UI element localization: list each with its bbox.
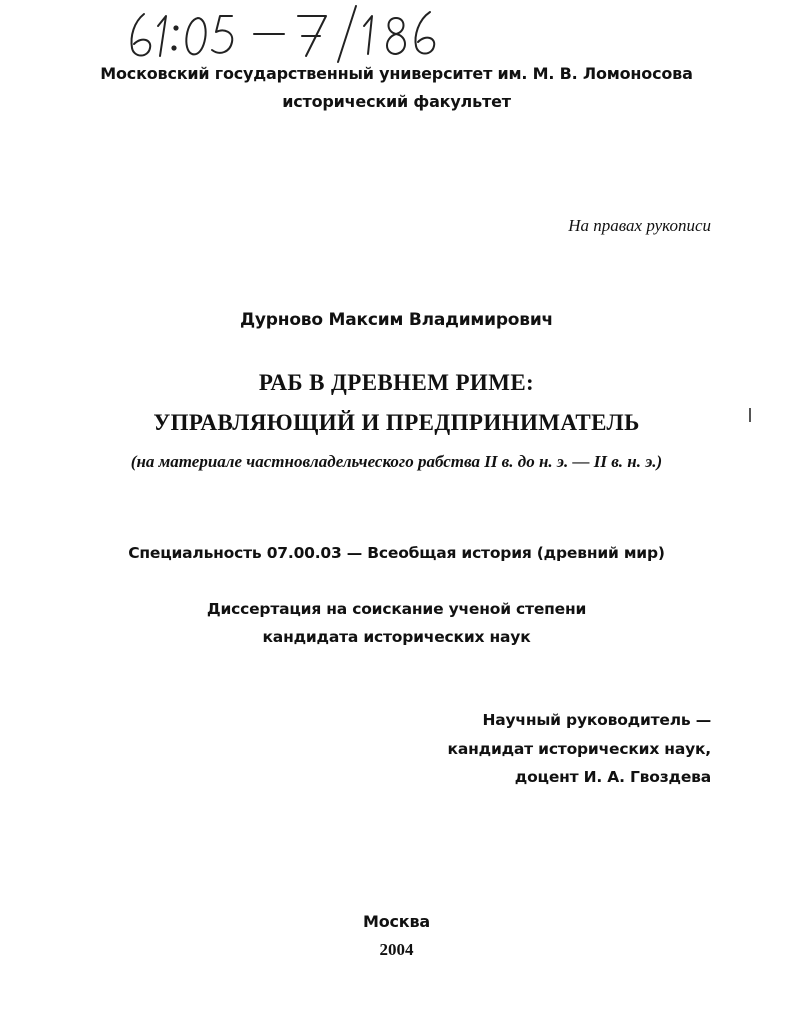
- supervisor-line-2: кандидат исторических наук,: [447, 740, 711, 758]
- supervisor-line-1: Научный руководитель —: [482, 711, 711, 729]
- author-name: Дурново Максим Владимирович: [239, 310, 554, 330]
- scan-speck: [749, 408, 751, 422]
- manuscript-note: На правах рукописи: [568, 216, 711, 235]
- supervisor-line-3: доцент И. А. Гвоздева: [514, 768, 711, 786]
- handwriting-drawing: [120, 4, 440, 64]
- year: 2004: [379, 940, 414, 959]
- faculty-name: исторический факультет: [282, 92, 511, 111]
- university-name: Московский государственный университет им. М. В. Ломоносова: [100, 64, 693, 83]
- degree-line-1: Диссертация на соискание ученой степени: [206, 600, 587, 618]
- handwritten-archive-mark: [120, 4, 440, 64]
- title-line-1: РАБ В ДРЕВНЕМ РИМЕ:: [258, 370, 535, 395]
- specialty: Специальность 07.00.03 — Всеобщая история (древний мир): [128, 544, 665, 562]
- degree-line-2: кандидата исторических наук: [262, 628, 531, 646]
- title-line-2: УПРАВЛЯЮЩИЙ И ПРЕДПРИНИМАТЕЛЬ: [153, 410, 640, 435]
- city: Москва: [363, 912, 430, 931]
- title-subtitle: (на материале частновладельческого рабства II в. до н. э. — II в. н. э.): [130, 452, 663, 471]
